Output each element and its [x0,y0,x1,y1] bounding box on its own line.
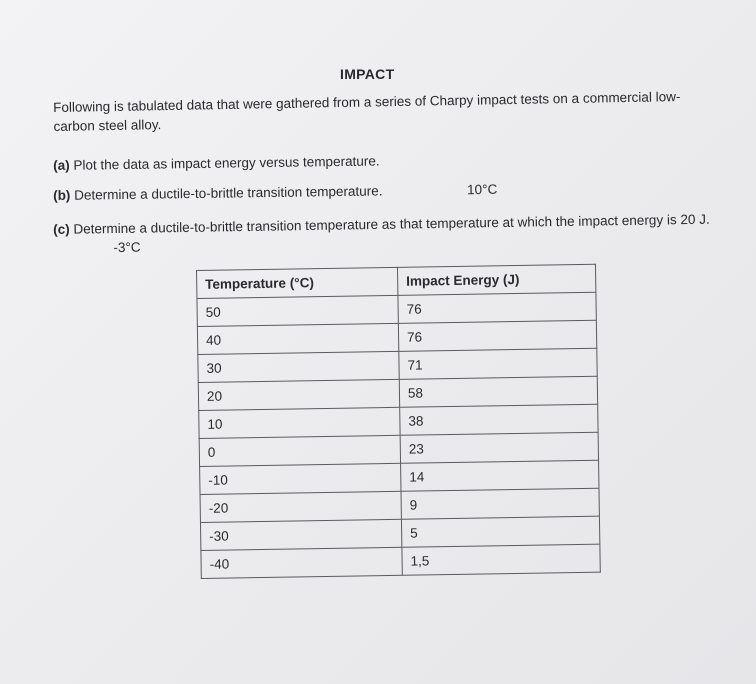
impact-data-table [196,264,601,579]
question-b-text: Determine a ductile-to-brittle transition temperature. [74,183,383,203]
temperature-cell: 10 [199,407,400,438]
question-a-text: Plot the data as impact energy versus temperature. [73,153,380,173]
question-c [53,209,734,258]
question-b-answer: 10°C [466,181,498,198]
question-a-label: (a) [53,157,70,173]
temperature-cell: 50 [197,295,398,326]
temperature-cell: 0 [199,435,400,466]
temperature-cell: 20 [198,379,399,410]
temperature-cell: -30 [200,519,401,550]
question-c-text: Determine a ductile-to-brittle transition temperature as that temperature at which the impact energy is 20 J. [73,211,710,237]
impact-energy-cell: 23 [400,432,598,463]
impact-energy-cell: 1,5 [402,544,600,575]
impact-energy-cell: 5 [401,516,599,547]
temperature-cell: 30 [198,351,399,382]
impact-energy-cell: 76 [398,320,596,351]
intro-paragraph: Following is tabulated data that were gathered from a series of Charpy impact tests on a commercial low-carbon steel alloy. [53,89,681,134]
header-impact-energy: Impact Energy (J) [397,264,595,295]
impact-energy-cell: 71 [399,348,597,379]
question-a [53,151,380,175]
impact-energy-cell: 38 [400,404,598,435]
header-temperature: Temperature (°C) [197,267,398,298]
impact-energy-cell: 14 [401,460,599,491]
impact-energy-cell: 9 [401,488,599,519]
question-c-label: (c) [53,221,70,237]
impact-energy-cell: 58 [399,376,597,407]
temperature-cell: -20 [200,491,401,522]
temperature-cell: -40 [201,547,402,578]
temperature-cell: -10 [200,463,401,494]
question-b [53,179,533,205]
question-b-label: (b) [53,187,71,203]
table-row [201,544,600,578]
page-title: IMPACT [340,66,395,82]
table-body [197,292,600,578]
impact-energy-cell: 76 [398,292,596,323]
question-c-answer: -3°C [113,239,141,256]
temperature-cell: 40 [197,323,398,354]
